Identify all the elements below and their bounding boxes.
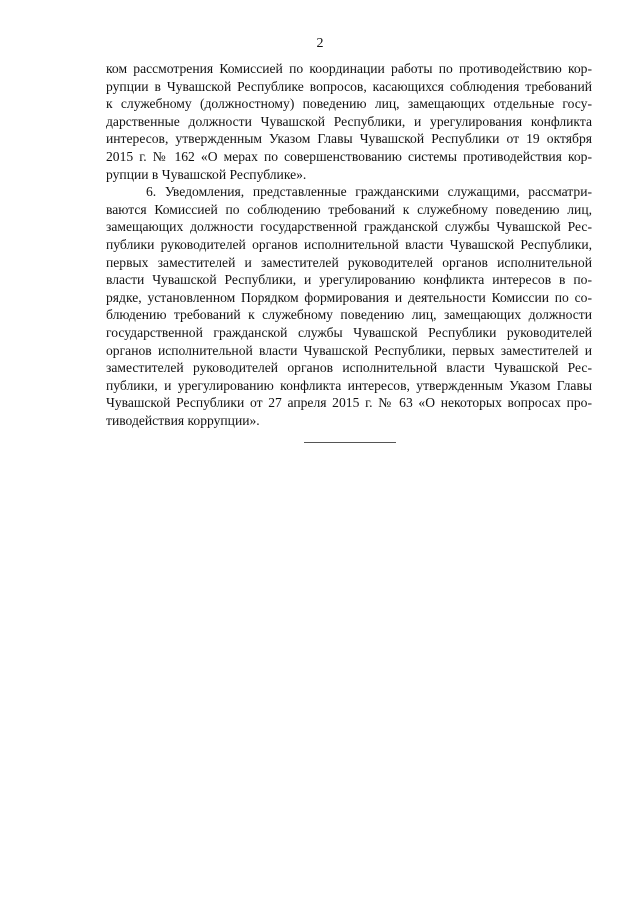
text-line: рупции в Чувашской Республике вопросов, касающихся соблюдения требований bbox=[106, 78, 592, 94]
text-line: 2015 г. № 162 «О мерах по совершенствованию системы противодействия кор- bbox=[106, 148, 592, 164]
text-line: государственной гражданской службы Чувашской Республики руководителей bbox=[106, 324, 592, 340]
document-body bbox=[106, 60, 592, 429]
text-line: публики руководителей органов исполнительной власти Чувашской Республики, bbox=[106, 236, 592, 252]
text-line: интересов, утвержденным Указом Главы Чувашской Республики от 19 октября bbox=[106, 131, 592, 147]
text-line: тиводействия коррупции». bbox=[106, 412, 260, 428]
page-number: 2 bbox=[316, 36, 324, 51]
text-line: замещающих должности государственной гражданской службы Чувашской Рес- bbox=[106, 219, 592, 235]
text-line: ваются Комиссией по соблюдению требований к служебному поведению лиц, bbox=[106, 201, 592, 217]
text-line: рупции в Чувашской Республике». bbox=[106, 166, 307, 182]
paragraph-6-first-line: 6. Уведомления, представленные гражданскими служащими, рассматри- bbox=[146, 184, 592, 200]
end-separator-line bbox=[304, 442, 396, 443]
text-line: власти Чувашской Республики, и урегулированию конфликта интересов в по- bbox=[106, 272, 592, 288]
text-line: рядке, установленном Порядком формирования и деятельности Комиссии по со- bbox=[106, 289, 592, 305]
text-line: органов исполнительной власти Чувашской Республики, первых заместителей и bbox=[106, 342, 592, 358]
text-line: публики, и урегулированию конфликта интересов, утвержденным Указом Главы bbox=[106, 377, 592, 393]
text-line: дарственные должности Чувашской Республики, и урегулирования конфликта bbox=[106, 113, 592, 129]
text-line: блюдению требований к служебному поведению лиц, замещающих должности bbox=[106, 307, 592, 323]
text-line: к служебному (должностному) поведению лиц, замещающих отдельные госу- bbox=[106, 96, 592, 112]
text-line: ком рассмотрения Комиссией по координации работы по противодействию кор- bbox=[106, 61, 592, 76]
text-line: Чувашской Республики от 27 апреля 2015 г. № 63 «О некоторых вопросах про- bbox=[106, 395, 592, 411]
text-line: заместителей руководителей органов исполнительной власти Чувашской Рес- bbox=[106, 360, 592, 376]
text-line: первых заместителей и заместителей руководителей органов исполнительной bbox=[106, 254, 592, 270]
